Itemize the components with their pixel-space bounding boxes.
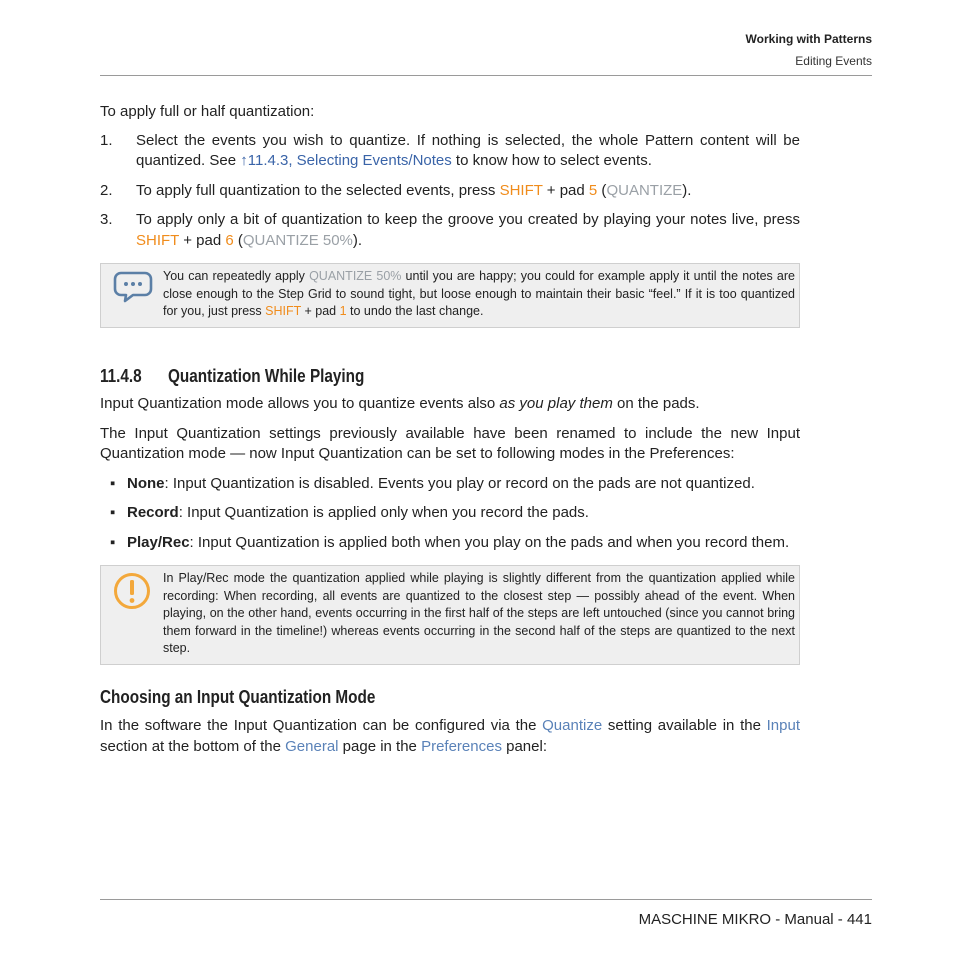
paragraph: In the software the Input Quantization can be configured via the Quantize setting available in the Input section at the bottom of the General page in the Preferences panel:	[100, 717, 800, 755]
pad-number: 1	[339, 304, 347, 318]
function-label: QUANTIZE 50%	[242, 231, 353, 249]
input-section: Input	[766, 717, 800, 734]
quantize-setting: Quantize	[542, 717, 603, 734]
shift-key: SHIFT	[265, 304, 302, 318]
section-heading-title: Quantization While Playing	[168, 365, 365, 386]
bullet-mark: ▪	[110, 474, 116, 492]
list-item: 2. To apply full quantization to the selected events, press SHIFT + pad 5 (QUANTIZE).	[100, 181, 800, 202]
step-number: 1.	[100, 131, 113, 149]
step-number: 2.	[100, 181, 113, 199]
page-footer: MASCHINE MIKRO - Manual - 441	[638, 911, 872, 928]
steps-list	[100, 131, 800, 252]
list-item: ▪ Record: Input Quantization is applied only when you record the pads.	[100, 503, 800, 524]
pad-number: 5	[588, 181, 598, 199]
shift-key: SHIFT	[136, 231, 180, 249]
section-title: Editing Events	[795, 54, 872, 68]
intro-text: To apply full or half quantization:	[100, 103, 315, 120]
tip-box	[100, 263, 800, 328]
exclamation-icon	[113, 572, 151, 610]
list-item: 1. Select the events you wish to quantize. If nothing is selected, the whole Pattern content will be quantized. See ↑11.4.3, Selecting Events/Notes to know how to select events.	[100, 131, 800, 172]
bullet-mark: ▪	[110, 504, 116, 521]
header-divider	[100, 75, 872, 76]
general-page: General	[285, 737, 339, 755]
speech-bubble-icon	[113, 270, 153, 304]
pad-number: 6	[225, 231, 234, 249]
tip-text: You can repeatedly apply QUANTIZE 50% until you are happy; you could for example apply it until the notes are close enough to the Step Grid to sound tight, but loose enough to maintain their basic “feel.” If it is too quantized for you, just press SHIFT + pad 1 to undo the last change.	[163, 269, 795, 318]
mode-term: Play/Rec	[127, 533, 190, 551]
preferences-panel: Preferences	[421, 737, 502, 755]
selecting-events-link[interactable]: ↑11.4.3, Selecting Events/Notes	[240, 152, 452, 169]
list-item: ▪ Play/Rec: Input Quantization is applied both when you play on the pads and when you record them.	[100, 533, 800, 554]
section-heading	[100, 366, 695, 387]
bullet-mark: ▪	[110, 533, 116, 551]
mode-term: None	[127, 474, 165, 492]
paragraph: The Input Quantization settings previously available have been renamed to include the new Input Quantization mode — now Input Quantization can be set to following modes in the Preferences:	[100, 424, 800, 462]
warning-box	[100, 565, 800, 665]
section-number: 11.4.8	[100, 365, 142, 386]
chapter-title: Working with Patterns	[745, 32, 872, 46]
shift-key: SHIFT	[499, 181, 543, 199]
mode-term: Record	[127, 504, 179, 521]
step-number: 3.	[100, 211, 113, 228]
function-label: QUANTIZE 50%	[309, 269, 402, 283]
warning-text: In Play/Rec mode the quantization applied while playing is slightly different from the quantization applied while recording: When recording, all events are quantized to the closest step — possibly ahead of the event. When playing, on the other hand, events occurring in the first half of the steps are left untouched (since you cannot bring them forward in the timeline!) whereas events occurring in the second half of the steps are quantized to the next step.	[163, 571, 795, 655]
list-item: 3. To apply only a bit of quantization to keep the groove you created by playing your notes live, press SHIFT + pad 6 (QUANTIZE 50%).	[100, 210, 800, 251]
subheading: Choosing an Input Quantization Mode	[100, 686, 376, 707]
modes-list	[100, 474, 800, 554]
page-content	[100, 102, 800, 757]
paragraph: Input Quantization mode allows you to quantize events also as you play them on the pads.	[100, 395, 700, 412]
list-item: ▪ None: Input Quantization is disabled. Events you play or record on the pads are not quantized.	[100, 474, 800, 495]
running-header	[100, 30, 872, 70]
function-label: QUANTIZE	[606, 181, 683, 199]
footer-divider	[100, 899, 872, 900]
